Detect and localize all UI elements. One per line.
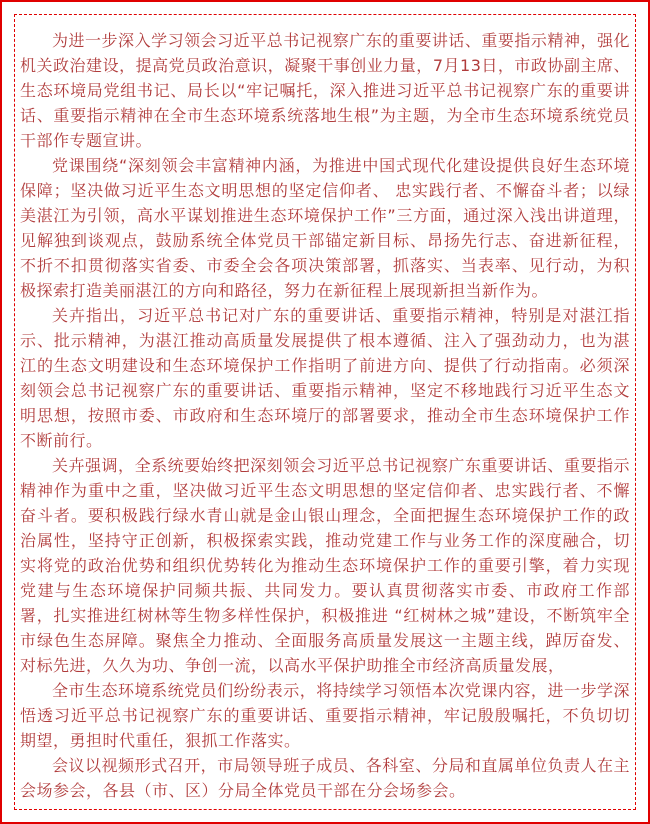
- paragraph-meeting-format: 会议以视频形式召开，市局领导班子成员、各科室、分局和直属单位负责人在主会场参会，各县（市、区）分局全体党员干部在分会场参会。: [20, 756, 630, 800]
- paragraph-guanhui-pointed-out: 关卉指出，习近平总书记对广东的重要讲话、重要指示精神，特别是对湛江指示、批示精神，为湛江推动高质量发展提供了根本遵循、注入了强劲动力，也为湛江的生态文明建设和生态环境保护工作指明了前进方向、提供了行动指南。必须深刻领会总书记视察广东的重要讲话、重要指示精神，坚定不移地践行习近平生态文明思想，按照市委、市政府和生态环境厅的部署要求，推动全市生态环境保护工作不断前行。: [20, 306, 630, 450]
- paragraph-lecture-content: 党课围绕“深刻领会丰富精神内涵，为推进中国式现代化建设提供良好生态环境保障；坚决做习近平生态文明思想的坚定信仰者、 忠实践行者、不懈奋斗者；以绿美湛江为引领，高水平谋划推进生态环境保护工作”三方面，通过深入浅出讲道理，见解独到谈观点，鼓励系统全体党员干部锚定新目标、昂扬先行志、奋进新征程，不折不扣贯彻落实省委、市委全会各项决策部署，抓落实、当表率、见行动，为积极探索打造美丽湛江的方向和路径，努力在新征程上展现新担当新作为。: [20, 156, 630, 300]
- article-body: [20, 28, 630, 802]
- paragraph-guanhui-emphasized: 关卉强调，全系统要始终把深刻领会习近平总书记视察广东重要讲话、重要指示精神作为重中之重，坚决做习近平生态文明思想的坚定信仰者、忠实践行者、不懈奋斗者。要积极践行绿水青山就是金山银山理念，全面把握生态环境保护工作的政治属性，坚持守正创新，积极探索实践，推动党建工作与业务工作的深度融合，切实将党的政治优势和组织优势转化为推动生态环境保护工作的重要引擎，着力实现党建与生态环境保护同频共振、共同发力。要认真贯彻落实市委、市政府工作部署，扎实推进红树林等生物多样性保护，积极推进 “红树林之城”建设，不断筑牢全市绿色生态屏障。聚焦全力推动、全面服务高质量发展这一主题主线，踔厉奋发、对标先进，久久为功、争创一流，以高水平保护助推全市经济高质量发展，: [20, 456, 630, 675]
- paragraph-members-response: 全市生态环境系统党员们纷纷表示，将持续学习领悟本次党课内容，进一步学深悟透习近平总书记视察广东的重要讲话、重要指示精神，牢记殷殷嘱托，不负切切期望，勇担时代重任，狠抓工作落实。: [20, 681, 630, 750]
- paragraph-intro: 为进一步深入学习领会习近平总书记视察广东的重要讲话、重要指示精神，强化机关政治建设，提高党员政治意识，凝聚干事创业力量，7月13日，市政协副主席、生态环境局党组书记、局长以“牢记嘱托，深入推进习近平总书记视察广东的重要讲话、重要指示精神在全市生态环境系统落地生根”为主题，为全市生态环境系统党员干部作专题宣讲。: [20, 31, 630, 150]
